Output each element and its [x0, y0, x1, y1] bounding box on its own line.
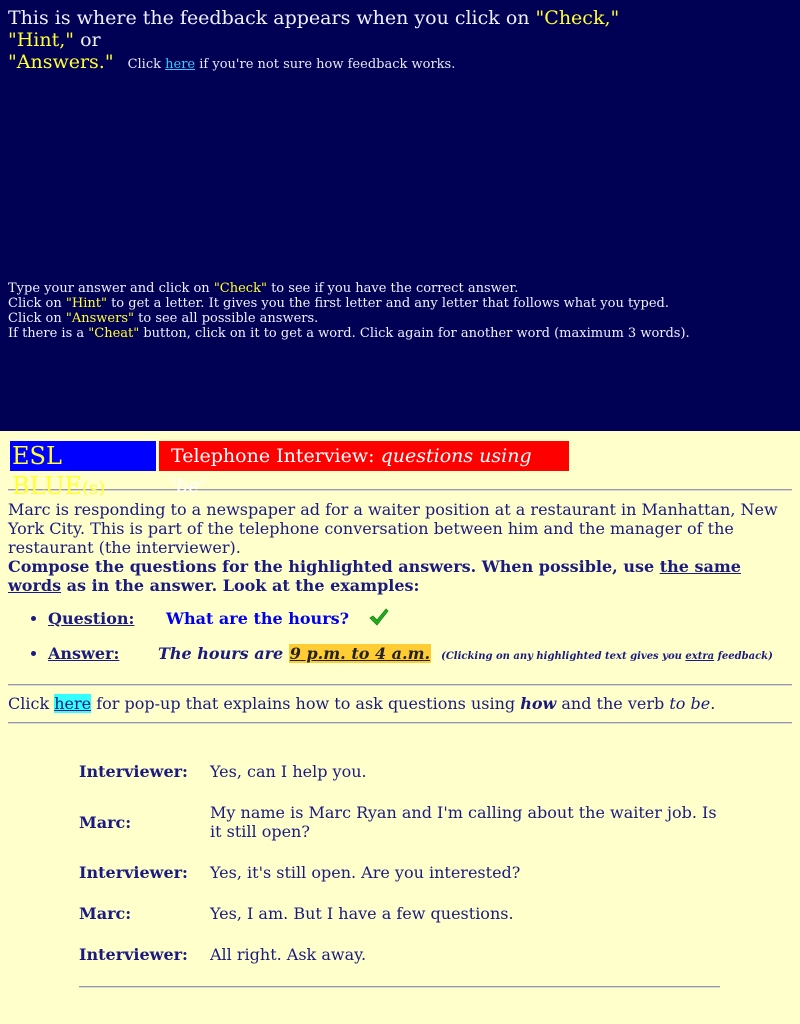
or-text: or: [74, 29, 101, 51]
feedback-panel: [0, 0, 800, 431]
click-text: Click: [127, 57, 166, 72]
title-bar: [10, 441, 792, 500]
dialogue-line: Yes, I am. But I have a few questions.: [210, 904, 514, 923]
dialogue-row: [79, 863, 720, 882]
speaker: Interviewer:: [79, 945, 188, 964]
hint-keyword: "Hint,": [8, 29, 75, 51]
check-keyword: "Check,": [535, 7, 620, 29]
help-line-check: Type your answer and click on "Check" to see if you have the correct answer.: [8, 281, 519, 296]
feedback-message: [8, 7, 690, 76]
help-line-answers: Click on "Answers" to see all possible answers.: [8, 311, 319, 326]
dialogue-line: Yes, can I help you.: [210, 762, 367, 781]
speaker: Interviewer:: [79, 863, 188, 882]
examples-list: [8, 606, 792, 676]
highlighted-answer[interactable]: 9 p.m. to 4 a.m.: [289, 644, 431, 663]
example-answer: [48, 641, 792, 676]
popup-explanation-line: Click here for pop-up that explains how to ask questions using how and the verb to be.: [8, 694, 716, 713]
dialogue-table: [79, 762, 720, 964]
speaker: Marc:: [79, 904, 132, 923]
divider: [79, 986, 720, 988]
answer-prefix: The hours are: [158, 644, 289, 663]
dialogue-line: All right. Ask away.: [210, 945, 367, 964]
answer-label: Answer:: [48, 644, 120, 663]
feedback-help: [8, 281, 690, 341]
dialogue-row: [79, 803, 720, 841]
feedback-note: (Clicking on any highlighted text gives you extra feedback): [441, 651, 773, 662]
speaker: Interviewer:: [79, 762, 188, 781]
click-suffix-text: if you're not sure how feedback works.: [195, 57, 456, 72]
brand-logo: ESL BLUE(s): [10, 441, 159, 471]
intro-text: Marc is responding to a newspaper ad for a waiter position at a restaurant in Manhattan, New York City. This is part of the telephone conversation between him and the manager of the restaurant (the interviewer).: [8, 500, 778, 557]
help-line-cheat: If there is a "Cheat" button, click on it to get a word. Click again for another word (maximum 3 words).: [8, 326, 690, 341]
feedback-help-link[interactable]: here: [165, 57, 196, 72]
dialogue-row: [79, 904, 720, 923]
lesson-title: Telephone Interview: questions using 'be': [159, 441, 569, 471]
example-question: [48, 606, 792, 641]
speaker: Marc:: [79, 812, 132, 832]
answers-keyword: "Answers.": [8, 51, 114, 73]
dialogue-line: Yes, it's still open. Are you interested?: [210, 863, 521, 882]
dialogue-row: [79, 945, 720, 964]
checkmark-icon: [369, 608, 389, 634]
divider: [8, 722, 792, 724]
help-line-hint: Click on "Hint" to get a letter. It gives you the first letter and any letter that follows what you typed.: [8, 296, 669, 311]
popup-here-link[interactable]: here: [54, 694, 92, 713]
instructions: Compose the questions for the highlighted answers. When possible, use the same words as in the answer. Look at the examples:: [8, 557, 741, 595]
example-question-text: What are the hours?: [166, 609, 349, 628]
exercise-content: [0, 441, 800, 988]
dialogue-row: [79, 762, 720, 781]
dialogue-line: My name is Marc Ryan and I'm calling about the waiter job. Is it still open?: [210, 803, 717, 841]
feedback-text: This is where the feedback appears when you click on: [8, 7, 536, 29]
question-label: Question:: [48, 609, 135, 628]
divider: [8, 489, 792, 491]
